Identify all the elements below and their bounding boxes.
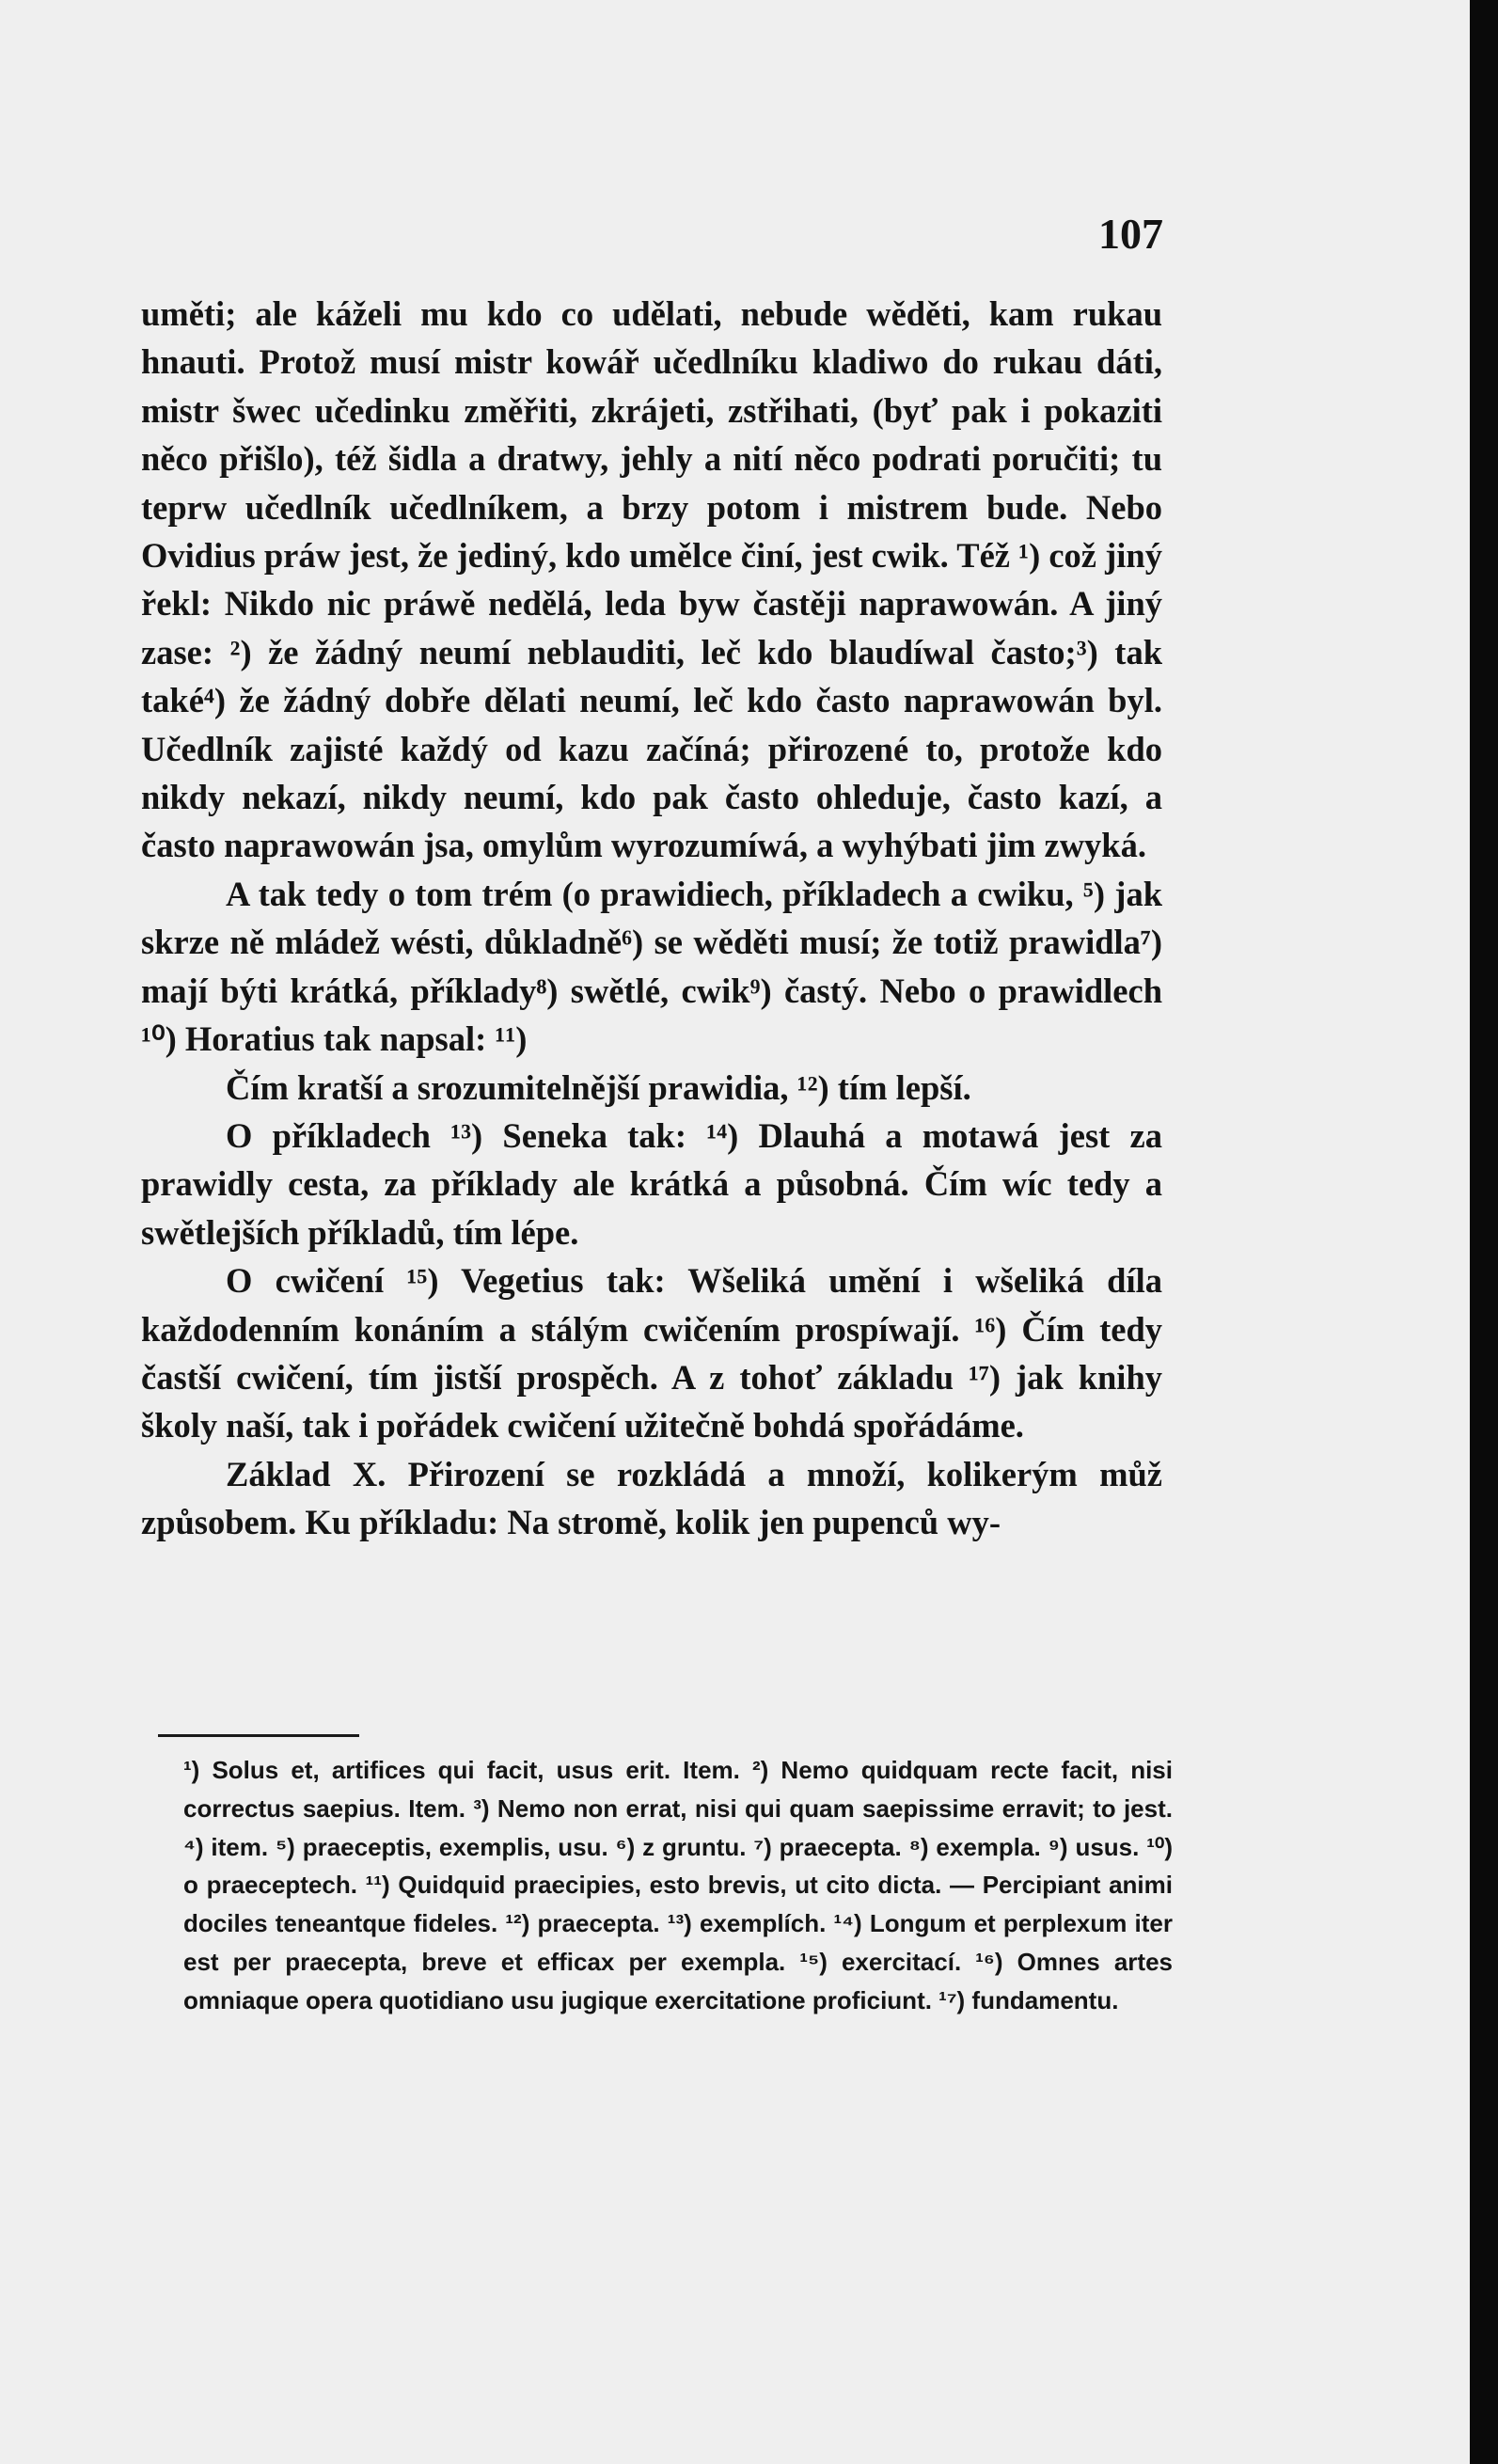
quotation-line: Čím kratší a srozumitelnější prawidia, ¹²) tím lepší. <box>226 1067 971 1107</box>
paragraph-1: uměti; ale káželi mu kdo co udělati, nebude wěděti, kam rukau hnauti. Protož musí mistr kowář učedlníku kladiwo do rukau dáti, mistr šwec učedinku změřiti, zkrájeti, zstřihati, (byť pak i pokaziti něco přišlo), též šidla a dratwy, jehly a nití něco podrati poručiti; tu teprw učedlník učedlníkem, a brzy potom i mistrem bude. Nebo Ovidius práw jest, že jediný, kdo umělce činí, jest cwik. Též ¹) což jiný řekl: Nikdo nic práwě nedělá, leda byw častěji naprawowán. A jiný zase: ²) že žádný neumí neblauditi, leč kdo blaudíwal často;³) tak také⁴) že žádný dobře dělati neumí, leč kdo často naprawowán byl. Učedlník zajisté každý od kazu začíná; přirozené to, protože kdo nikdy nekazí, nikdy neumí, kdo pak často ohleduje, často kazí, a často naprawowán jsa, omylům wyrozumíwá, a wyhýbati jim zwyká. <box>141 294 1162 865</box>
paragraph-4: O cwičení ¹⁵) Vegetius tak: Wšeliká umění i wšeliká díla každodenním konáním a stálým cwičením prospíwají. ¹⁶) Čím tedy častší cwičení, tím jistší prospěch. A z tohoť základu ¹⁷) jak knihy školy naší, tak i pořádek cwičení užitečně bohdá spořádáme. <box>141 1261 1162 1445</box>
paragraph-3: O příkladech ¹³) Seneka tak: ¹⁴) Dlauhá a motawá jest za prawidly cesta, za příklady ale krátká a působná. Čím wíc tedy a swětlejších příkladů, tím lépe. <box>141 1115 1162 1252</box>
paragraph-5: Základ X. Přirození se rozkládá a množí, kolikerým můž způsobem. Ku příkladu: Na stromě, kolik jen pupenců wy- <box>141 1454 1162 1542</box>
footnotes <box>183 1751 1173 2020</box>
footnote-text: ¹) Solus et, artifices qui facit, usus erit. Item. ²) Nemo quidquam recte facit, nisi correctus saepius. Item. ³) Nemo non errat, nisi qui quam saepissime erravit; to jest. ⁴) item. ⁵) praeceptis, exemplis, usu. ⁶) z gruntu. ⁷) praecepta. ⁸) exempla. ⁹) usus. ¹⁰) o praeceptech. ¹¹) Quidquid praecipies, esto brevis, ut cito dicta. — Percipiant animi dociles teneantque fideles. ¹²) praecepta. ¹³) exemplích. ¹⁴) Longum et perplexum iter est per praecepta, breve et efficax per exempla. ¹⁵) exercitací. ¹⁶) Omnes artes omniaque opera quotidiano usu jugique exercitatione proficiunt. ¹⁷) fundamentu. <box>183 1756 1173 2014</box>
page-number: 107 <box>1098 210 1163 258</box>
paragraph-2: A tak tedy o tom trém (o prawidiech, příkladech a cwiku, ⁵) jak skrze ně mládež wésti, důkladně⁶) se wěděti musí; že totiž prawidla⁷) mají býti krátká, příklady⁸) swětlé, cwik⁹) častý. Nebo o prawidlech ¹⁰) Horatius tak napsal: ¹¹) <box>141 874 1162 1059</box>
main-text <box>141 290 1162 1547</box>
page-edge-border <box>1470 0 1498 2464</box>
footnote-divider <box>158 1734 359 1737</box>
